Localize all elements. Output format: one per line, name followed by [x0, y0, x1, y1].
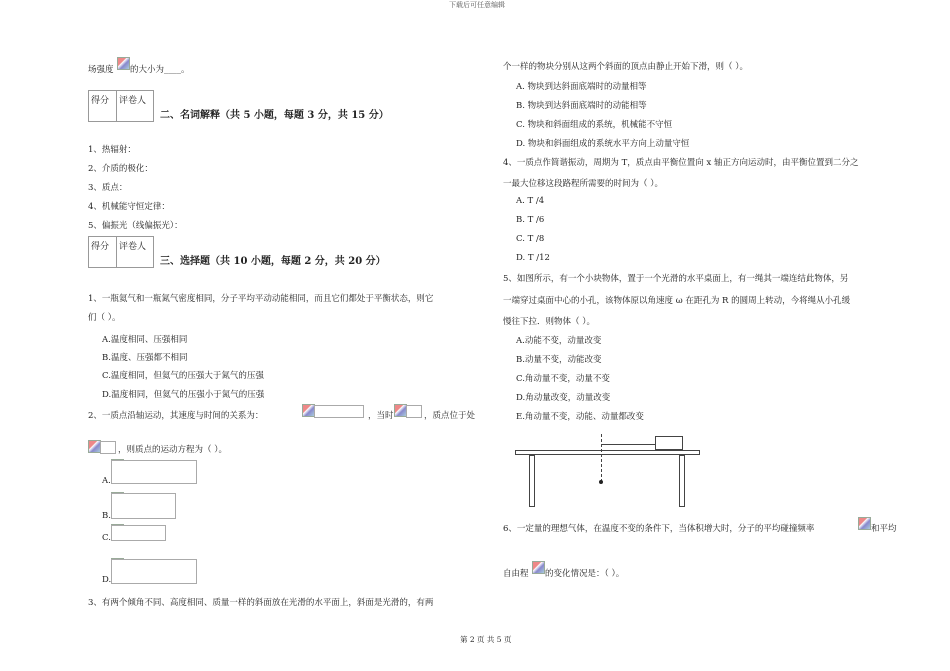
- q5-option-d: D.角动量改变，动量改变: [516, 393, 611, 403]
- q5-option-a: A.动能不变，动量改变: [516, 336, 602, 346]
- q1-option-a: A.温度相同、压强相同: [102, 335, 188, 345]
- formula-image: [858, 517, 871, 530]
- q4-option-b: B. T /6: [516, 215, 545, 225]
- q2-line2: ，则质点的运动方程为（ ）。: [118, 445, 227, 455]
- sec2-item-1: 1、热辐射：: [88, 145, 136, 155]
- option-c-formula: [111, 525, 166, 541]
- q1-option-b: B.温度、压强都不相同: [102, 353, 188, 363]
- option-b-formula: [111, 493, 176, 519]
- q5-option-b: B.动量不变，动能改变: [516, 355, 602, 365]
- option-a-formula: [111, 460, 197, 484]
- grader-label: 评卷人: [119, 242, 147, 252]
- rope-dashed: [601, 434, 602, 482]
- score-box-sec3: [88, 236, 154, 268]
- sec2-item-2: 2、介质的极化：: [88, 164, 153, 174]
- q3-option-b: B. 物块到达斜面底端时的动能相等: [516, 101, 647, 111]
- score-box-sec2: [88, 90, 154, 122]
- q2-option-a-label: A.: [102, 476, 111, 486]
- formula-image: [117, 57, 130, 70]
- q6-line1-post: 和平均: [871, 524, 897, 534]
- table-leg-left: [529, 455, 535, 507]
- q2-line1-pre: 2、一质点沿轴运动，其速度与时间的关系为：: [88, 411, 264, 421]
- q3-option-a: A. 物块到达斜面底端时的动量相等: [516, 82, 647, 92]
- score-label: 得分: [89, 91, 117, 121]
- field-text-post: 的大小为____。: [130, 65, 190, 75]
- formula-box: [314, 405, 364, 418]
- formula-box: [100, 441, 116, 454]
- q5-line3: 慢往下拉．则物体（ ）。: [503, 317, 595, 327]
- header-note: 下载后可任意编辑: [449, 1, 505, 9]
- q4-option-d: D. T /12: [516, 253, 550, 263]
- q2-line1-mid: ，当时: [368, 411, 394, 421]
- table-leg-right: [679, 455, 685, 507]
- q3-line1: 3、有两个倾角不同、高度相同、质量一样的斜面放在光滑的水平面上，斜面是光滑的，有两: [88, 598, 434, 608]
- block: [655, 436, 683, 450]
- rope-weight: [599, 480, 603, 484]
- q1-option-d: D.温度相同，但氦气的压强小于氮气的压强: [102, 390, 265, 400]
- q3-option-d: D. 物块和斜面组成的系统水平方向上动量守恒: [516, 139, 690, 149]
- formula-box: [406, 405, 422, 418]
- table-diagram: [515, 430, 701, 510]
- q2-option-c-label: C.: [102, 533, 111, 543]
- page-footer: 第 2 页 共 5 页: [460, 635, 512, 644]
- field-text-pre: 场强度: [88, 65, 114, 75]
- q5-line2: 一端穿过桌面中心的小孔，该物体原以角速度 ω 在距孔为 R 的圆周上转动，今将绳从小孔缓: [503, 296, 851, 306]
- tabletop: [515, 450, 700, 455]
- q4-line1: 4、一质点作简谐振动，周期为 T，质点由平衡位置向 x 轴正方向运动时，由平衡位置到二分之: [503, 158, 859, 168]
- grader-label: 评卷人: [119, 96, 147, 106]
- sec2-item-5: 5、偏振光（线偏振光）：: [88, 221, 183, 231]
- score-label: 得分: [89, 237, 117, 267]
- q5-option-e: E.角动量不变，动能、动量都改变: [516, 412, 644, 422]
- q4-option-a: A. T /4: [516, 196, 545, 206]
- q5-line1: 5、如图所示，有一个小块物体，置于一个光滑的水平桌面上，有一绳其一端连结此物体，另: [503, 274, 849, 284]
- q4-line2: 一最大位移这段路程所需要的时间为（ ）。: [503, 179, 663, 189]
- q1-option-c: C.温度相同，但氦气的压强大于氮气的压强: [102, 371, 264, 381]
- q2-option-b-label: B.: [102, 511, 111, 521]
- q3-line2: 个一样的物块分别从这两个斜面的顶点由静止开始下滑，则（ ）。: [503, 62, 748, 72]
- sec2-item-3: 3、质点：: [88, 183, 128, 193]
- q1-line1: 1、一瓶氦气和一瓶氮气密度相同，分子平均平动动能相同，而且它们都处于平衡状态，则它: [88, 294, 434, 304]
- option-d-formula: [111, 559, 197, 584]
- section2-title: 二、名词解释（共 5 小题，每题 3 分，共 15 分）: [160, 110, 389, 121]
- q1-line2: 们（ ）。: [88, 313, 121, 323]
- q5-option-c: C.角动量不变，动量不变: [516, 374, 610, 384]
- rope: [601, 444, 655, 445]
- q3-option-c: C. 物块和斜面组成的系统，机械能不守恒: [516, 120, 673, 130]
- q2-option-d-label: D.: [102, 575, 112, 585]
- q6-line2-post: 的变化情况是：（ ）。: [545, 569, 625, 579]
- sec2-item-4: 4、机械能守恒定律：: [88, 202, 170, 212]
- formula-image: [532, 561, 545, 574]
- q4-option-c: C. T /8: [516, 234, 545, 244]
- q2-line1-post: ，质点位于处: [424, 411, 476, 421]
- q6-line2-pre: 自由程: [503, 569, 529, 579]
- q6-line1-pre: 6、一定量的理想气体，在温度不变的条件下，当体积增大时，分子的平均碰撞频率: [503, 524, 815, 534]
- section3-title: 三、选择题（共 10 小题，每题 2 分，共 20 分）: [160, 256, 386, 267]
